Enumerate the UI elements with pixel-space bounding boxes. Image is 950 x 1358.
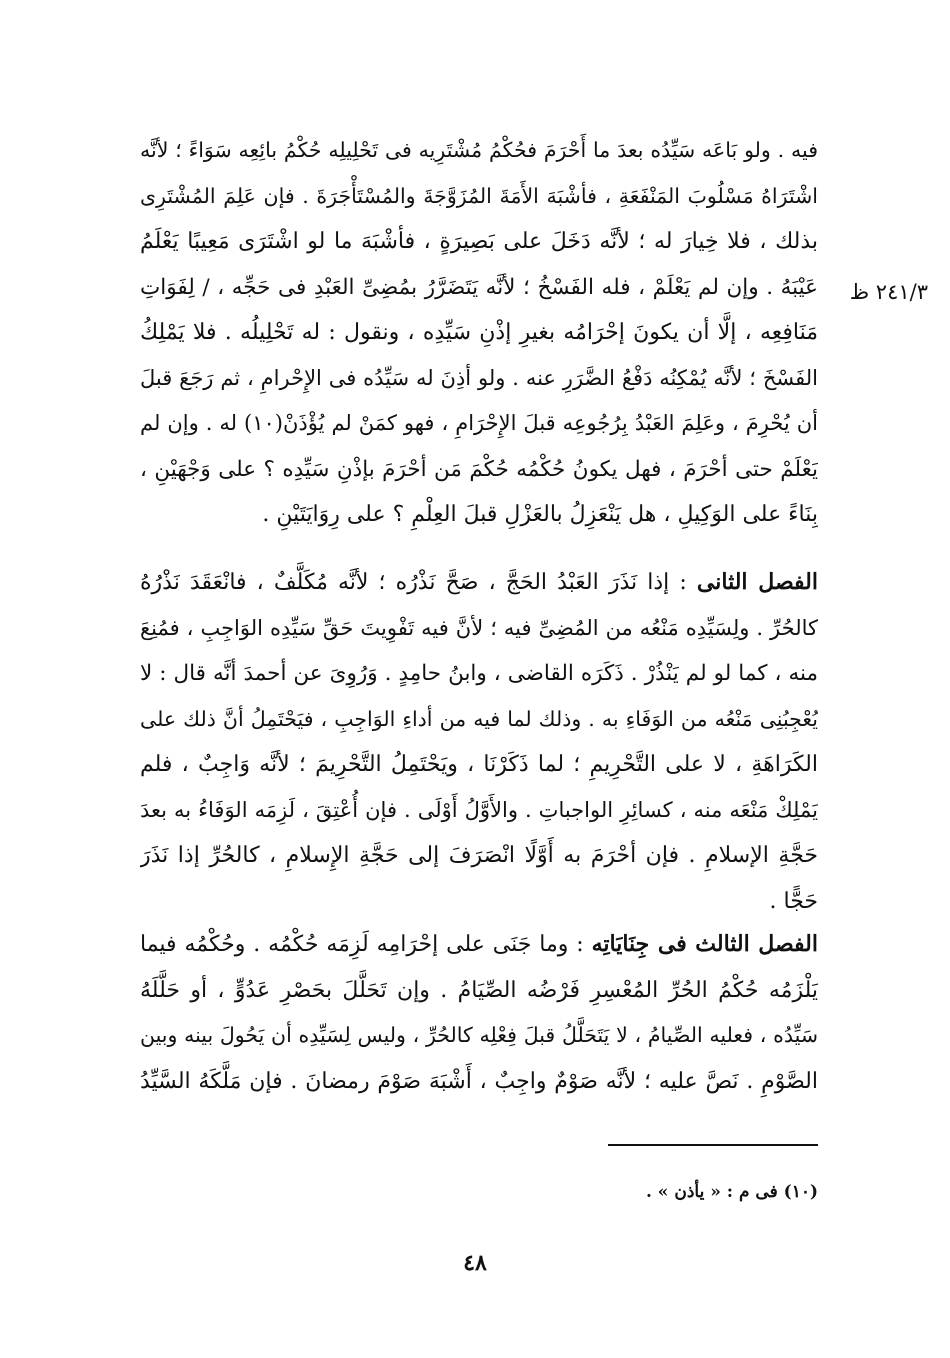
text-line: حَجَّةِ الإسلامِ . فإن أحْرَمَ به أَوَّلًا انْصَرَفَ إلى حَجَّةِ الإِسلامِ ، كالحُرِّ إذا نَذَرَ xyxy=(140,843,818,868)
text-line: فيه . ولو بَاعَه سَيِّدُه بعدَ ما أَحْرَمَ فحُكْمُ مُشْتَرِيه فى تَحْلِيلِه حُكْمُ بائِعِه سَوَاءً ؛ لأنَّه xyxy=(140,138,818,162)
footnote: (١٠) فى م : « يأذن » . xyxy=(645,1182,818,1202)
text-line: أن يُحْرِمَ ، وعَلِمَ العَبْدُ بِرُجُوعِه قبلَ الإِحْرَامِ ، فهو كمَنْ لم يُؤْذَنْ(١٠) له . وإن لم xyxy=(140,411,818,435)
footnote-separator xyxy=(608,1144,818,1146)
text-line: سَيِّدُه ، فعليه الصِّيامُ ، لا يَتَحَلَّلُ قبلَ فِعْلِه كالحُرِّ ، وليس لِسَيِّدِه أن يَحُولَ بينه وبين xyxy=(140,1023,818,1047)
text-line: الفَسْخَ ؛ لأنَّه يُمْكِنُه دَفْعُ الضَّرَرِ عنه . ولو أذِنَ له سَيِّدُه فى الإِحْرامِ ، ثم رَجَعَ قبلَ xyxy=(140,365,818,390)
text-line-with-heading xyxy=(140,560,818,606)
text-line: يَمْلِكْ مَنْعَه منه ، كسائِرِ الواجباتِ . والأَوَّلُ أَوْلَى . فإن أُعْتِقَ ، لَزِمَه الوَفَاءُ به بعدَ xyxy=(140,797,818,822)
section-heading-3: الفصل الثالث فى جِنَايَاتِه xyxy=(591,931,818,957)
paragraph-2 xyxy=(140,560,818,924)
section-heading-2: الفصل الثانى xyxy=(696,569,818,595)
text-line: اشْتَرَاهُ مَسْلُوبَ المَنْفَعَةِ ، فأشْبَهَ الأَمَةَ المُزَوَّجَةَ والمُسْتَأْجَرَةَ . فإن عَلِمَ المُشْتَرِى xyxy=(140,183,818,208)
paragraph-3 xyxy=(140,922,818,1104)
text-line: منه ، كما لو لم يَنْذُرْ . ذَكَرَه القاضى ، وابنُ حامِدٍ . وَرُوِىَ عن أحمدَ أنَّه قال : لا xyxy=(140,661,818,686)
text-line-with-heading xyxy=(140,922,818,968)
text-line: الصَّوْمِ . نَصَّ عليه ؛ لأنَّه صَوْمٌ واجِبٌ ، أَشْبَهَ صَوْمَ رمضانَ . فإن مَلَّكَهُ السَّيِّدُ xyxy=(140,1068,818,1094)
text-line: حَجًّا . xyxy=(769,888,818,914)
text-line: بذلك ، فلا خِيارَ له ؛ لأنَّه دَخَلَ على بَصِيرَةٍ ، فأشْبَهَ ما لو اشْتَرَى مَعِيبًا يَعْلَمُ xyxy=(140,229,818,254)
text-line: عَيْبَهُ . وإن لم يَعْلَمْ ، فله الفَسْخُ ؛ لأنَّه يَتَضَرَّرُ بمُضِىِّ العَبْدِ فى حَجِّه ، / لِفَوَاتِ xyxy=(140,274,818,300)
text-line: مَنَافِعِه ، إلَّا أن يكونَ إحْرَامُه بغيرِ إذْنِ سَيِّدِه ، ونقول : له تَحْلِيلُه . فلا يَمْلِكُ xyxy=(140,320,818,345)
text-line: يُعْجِبُنِى مَنْعُه من الوَفَاءِ به . وذلك لما فيه من أداءِ الوَاجِبِ ، فيَحْتَمِلُ أنَّ ذلك على xyxy=(140,706,818,731)
text-line: كالحُرِّ . ولِسَيِّدِه مَنْعُه من المُضِىِّ فيه ؛ لأنَّ فيه تَفْوِيتَ حَقِّ سَيِّدِه الوَاجِبِ ، فمُنِعَ xyxy=(140,615,818,640)
margin-page-reference: ٢٤١/٣ ظ xyxy=(849,280,928,304)
text-line: يَلْزَمُه حُكْمُ الحُرِّ المُعْسِرِ فَرْضُه الصِّيَامُ . وإن تَحَلَّلَ بحَصْرِ عَدُوٍّ ، أو حَلَّلَهُ xyxy=(140,977,818,1003)
text-line: بِنَاءً على الوَكِيلِ ، هل يَنْعَزِلُ بالعَزْلِ قبلَ العِلْمِ ؟ على رِوَايَتَيْنِ . xyxy=(262,502,818,527)
text-line: يَعْلَمْ حتى أحْرَمَ ، فهل يكونُ حُكْمُه حُكْمَ مَن أحْرَمَ بإذْنِ سَيِّدِه ؟ على وَجْهَيْنِ ، xyxy=(140,456,818,482)
text-line-body: : إذا نَذَرَ العَبْدُ الحَجَّ ، صَحَّ نَذْرُه ؛ لأنَّه مُكَلَّفٌ ، فانْعَقَدَ نَذْرُهُ xyxy=(140,570,697,595)
page-number: ٤٨ xyxy=(463,1250,487,1276)
paragraph-1 xyxy=(140,128,818,538)
text-line: الكَرَاهَةِ ، لا على التَّحْرِيمِ ؛ لما ذَكَرْنَا ، ويَحْتَمِلُ التَّحْرِيمَ ؛ لأنَّه وَاجِبٌ ، فلم xyxy=(140,752,818,777)
text-line-body: : وما جَنَى على إحْرَامِه لَزِمَه حُكْمُه . وحُكْمُه فيما xyxy=(140,932,592,957)
